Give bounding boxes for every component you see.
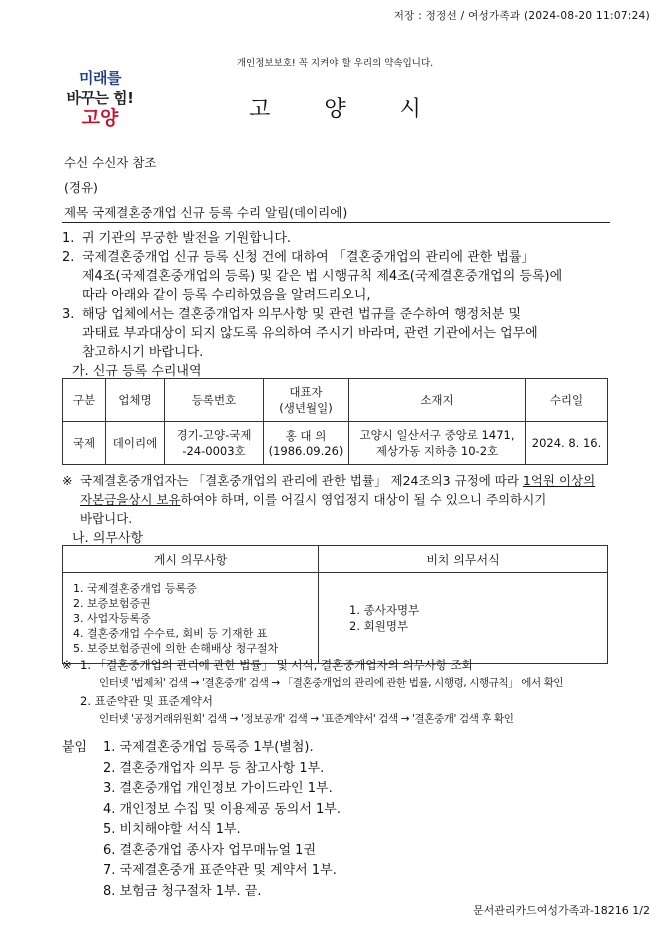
via-line: (경유) [64, 180, 98, 195]
p3-line-2: 과태료 부과대상이 되지 않도록 유의하여 주시기 바라며, 관련 기관에서는 업무에 [82, 326, 538, 341]
reg-no-line-2: -24-0003호 [182, 444, 246, 458]
cell-company: 데이리에 [106, 422, 165, 465]
reg-no-line-1: 경기-고양-국제 [176, 428, 252, 442]
p1-text: 귀 기관의 무궁한 발전을 기원합니다. [82, 231, 292, 246]
list-item: 5. 보증보험증권에 의한 손해배상 청구절차 [73, 641, 279, 655]
col-date: 수리일 [526, 379, 608, 422]
subject-line: 제목 국제결혼중개업 신규 등록 수리 알림(데이리에) [64, 205, 348, 220]
duty-header-right: 비치 의무서식 [319, 546, 608, 573]
list-item: 2. 회원명부 [349, 619, 409, 633]
document-id: 문서관리카드여성가족과-18216 1/2 [472, 904, 650, 917]
list-item: 1. 국제결혼중개업 등록증 1부(별첨). [103, 740, 314, 755]
cell-category: 국제 [63, 422, 106, 465]
list-item: 2. 보증보험증권 [73, 596, 151, 610]
col-rep-birth: (생년월일) [279, 401, 333, 415]
duty-header-row [63, 546, 608, 573]
notice-line-2: 하여야 하며, 이를 어길시 영업정지 대상이 될 수 있으니 주의하시기 [180, 492, 547, 507]
col-reg-no: 등록번호 [165, 379, 264, 422]
notice-line-1: 국제결혼중개업자는 「결혼중개업의 관리에 관한 법률」 제24조의3 규정에 따라 [80, 473, 523, 488]
p1-num: 1. [62, 231, 75, 246]
cell-address [349, 422, 526, 465]
list-item: 6. 결혼중개업 종사자 업무매뉴얼 1권 [103, 842, 317, 858]
lookup-notice [62, 656, 632, 728]
notice-line-3: 바랍니다. [80, 511, 133, 526]
capital-notice [62, 471, 622, 548]
p2-num: 2. [62, 250, 75, 265]
table-row [63, 422, 608, 465]
list-item: 7. 국제결혼중개 표준약관 및 계약서 1부. [103, 863, 337, 878]
body-paragraphs [62, 229, 622, 381]
address-line-2: 제상가동 지하층 10-2호 [375, 444, 499, 458]
col-category: 구분 [63, 379, 106, 422]
section-a-heading: 가. 신규 등록 수리내역 [72, 364, 202, 379]
table-header-row [63, 379, 608, 422]
list-item: 1. 국제결혼중개업 등록증 [73, 581, 197, 595]
lookup-path-2: 인터넷 '공정거래위원회' 검색 → '정보공개' 검색 → '표준계약서' 검색 → '결혼중개' 검색 후 확인 [99, 713, 514, 725]
list-item: 5. 비치해야할 서식 1부. [103, 822, 241, 837]
col-rep-name: 대표자 [289, 385, 323, 399]
subject-divider [62, 222, 610, 223]
rep-birth: (1986.09.26) [268, 444, 344, 458]
rep-name: 홍 대 의 [285, 429, 327, 443]
notice-capital-amount: 1억원 이상의 [522, 473, 596, 488]
list-item: 2. 결혼중개업자 의무 등 참고사항 1부. [103, 760, 325, 776]
col-representative [264, 379, 349, 422]
logo-line-3: 고양 [81, 107, 119, 129]
duty-header-left: 게시 의무사항 [63, 546, 319, 573]
notice-mark: ※ [62, 473, 73, 488]
list-item: 4. 개인정보 수집 및 이용제공 동의서 1부. [103, 801, 341, 817]
org-title: 고양시 [249, 97, 475, 122]
list-item: 8. 보험금 청구절차 1부. 끝. [103, 883, 262, 899]
save-info: 저장 : 정정선 / 여성가족과 (2024-08-20 11:07:24) [393, 10, 650, 22]
col-address: 소재지 [349, 379, 526, 422]
required-forms [319, 573, 608, 664]
logo-line-2: 바꾸는 힘! [66, 89, 134, 107]
registration-table [62, 378, 608, 465]
list-item: 4. 결혼중개업 수수료, 회비 등 기재한 표 [73, 626, 268, 640]
col-company: 업체명 [106, 379, 165, 422]
notice-capital-hold: 자본금을상시 보유 [80, 492, 181, 507]
posting-duties [63, 573, 319, 664]
list-item: 3. 사업자등록증 [73, 611, 151, 625]
p3-line-3: 참고하시기 바랍니다. [82, 345, 204, 360]
attachments-label: 붙임 [62, 740, 88, 755]
p2-line-1: 국제결혼중개업 신규 등록 신청 건에 대하여 「결혼중개업의 관리에 관한 법률」 [82, 250, 535, 265]
cell-reg-no [165, 422, 264, 465]
list-item: 3. 결혼중개업 개인정보 가이드라인 1부. [103, 781, 333, 796]
cell-date: 2024. 8. 16. [526, 422, 608, 465]
lookup-item-1: 1. 「결혼중개업의 관리에 관한 법률」 및 서식, 결혼중개업자의 의무사항 조회 [80, 658, 473, 672]
cell-representative [264, 422, 349, 465]
duty-table [62, 545, 608, 664]
attachments-list [103, 738, 341, 902]
address-line-1: 고양시 일산서구 중앙로 1471, [359, 428, 515, 442]
list-item: 1. 종사자명부 [349, 603, 420, 617]
lookup-path-1: 인터넷 '법제처' 검색 → '결혼중개' 검색 → 「결혼중개업의 관리에 관한 법률, 시행령, 시행규칙」 에서 확인 [99, 677, 564, 689]
p2-line-3: 따라 아래와 같이 등록 수리하였음을 알려드리오니, [82, 288, 371, 303]
logo-line-1: 미래를 [79, 69, 121, 87]
privacy-motto: 개인정보보호! 꼭 지켜야 할 우리의 약속입니다. [236, 58, 434, 69]
p2-line-2: 제4조(국제결혼중개업의 등록) 및 같은 법 시행규칙 제4조(국제결혼중개업의 등록)에 [82, 269, 563, 284]
p3-num: 3. [62, 307, 75, 322]
p3-line-1: 해당 업체에서는 결혼중개업자 의무사항 및 관련 법규를 준수하여 행정처분 및 [82, 307, 522, 322]
lookup-item-2: 2. 표준약관 및 표준계약서 [80, 694, 214, 708]
section-b-heading: 나. 의무사항 [72, 531, 144, 546]
recipient-line: 수신 수신자 참조 [64, 155, 157, 170]
duty-content-row [63, 573, 608, 664]
lookup-mark: ※ [62, 658, 72, 672]
